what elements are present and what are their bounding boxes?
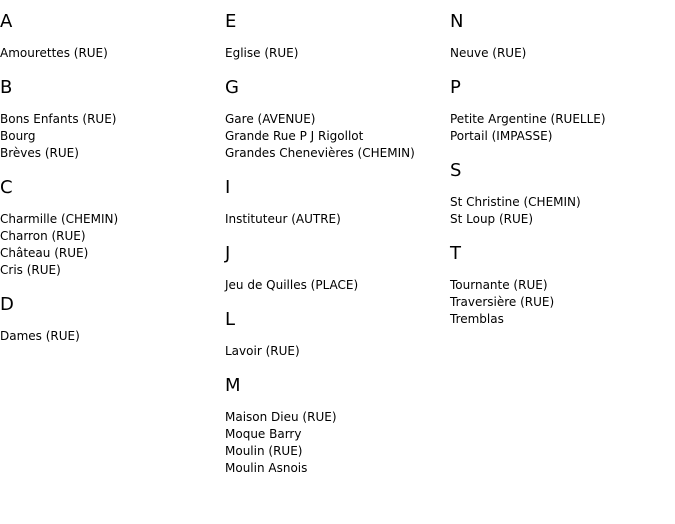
index-column-3 — [450, 12, 675, 344]
street-item: Moque Barry — [225, 427, 302, 441]
street-item: Eglise (RUE) — [225, 46, 299, 60]
letter-heading: B — [0, 77, 13, 98]
street-item: Château (RUE) — [0, 246, 89, 260]
letter-heading: S — [450, 160, 462, 181]
street-list — [225, 45, 450, 62]
street-item: Dames (RUE) — [0, 329, 80, 343]
letter-group-b — [0, 78, 225, 162]
street-list — [0, 45, 225, 62]
street-item: Portail (IMPASSE) — [450, 129, 553, 143]
letter-group-i — [225, 178, 450, 228]
letter-group-a — [0, 12, 225, 62]
street-list — [0, 211, 225, 279]
letter-group-p — [450, 78, 675, 145]
street-item: Tremblas — [450, 312, 504, 326]
street-list — [450, 194, 675, 228]
street-item: Lavoir (RUE) — [225, 344, 300, 358]
street-list — [225, 277, 450, 294]
letter-group-m — [225, 376, 450, 477]
letter-heading: D — [0, 294, 14, 315]
letter-group-c — [0, 178, 225, 279]
letter-heading: G — [225, 77, 239, 98]
street-item: Maison Dieu (RUE) — [225, 410, 337, 424]
street-item: St Christine (CHEMIN) — [450, 195, 581, 209]
street-item: Bons Enfants (RUE) — [0, 112, 117, 126]
street-list — [0, 111, 225, 162]
street-item: Instituteur (AUTRE) — [225, 212, 341, 226]
street-list — [225, 409, 450, 477]
street-item: Grandes Chenevières (CHEMIN) — [225, 146, 415, 160]
letter-group-j — [225, 244, 450, 294]
letter-heading: A — [0, 11, 13, 32]
street-list — [450, 45, 675, 62]
letter-group-g — [225, 78, 450, 162]
street-item: St Loup (RUE) — [450, 212, 534, 226]
street-item: Grande Rue P J Rigollot — [225, 129, 364, 143]
street-item: Neuve (RUE) — [450, 46, 527, 60]
index-column-2 — [225, 12, 450, 493]
street-item: Petite Argentine (RUELLE) — [450, 112, 606, 126]
letter-heading: M — [225, 375, 241, 396]
letter-heading: P — [450, 77, 461, 98]
street-list — [225, 211, 450, 228]
street-item: Moulin (RUE) — [225, 444, 303, 458]
street-list — [225, 111, 450, 162]
street-item: Moulin Asnois — [225, 461, 308, 475]
letter-group-l — [225, 310, 450, 360]
letter-group-t — [450, 244, 675, 328]
letter-group-d — [0, 295, 225, 345]
street-item: Tournante (RUE) — [450, 278, 548, 292]
letter-heading: C — [0, 177, 13, 198]
letter-heading: I — [225, 177, 231, 198]
letter-group-s — [450, 161, 675, 228]
street-list — [225, 343, 450, 360]
street-item: Charmille (CHEMIN) — [0, 212, 119, 226]
letter-heading: L — [225, 309, 236, 330]
letter-heading: T — [450, 243, 461, 264]
letter-heading: J — [225, 243, 231, 264]
street-item: Traversière (RUE) — [450, 295, 555, 309]
street-list — [450, 277, 675, 328]
letter-heading: E — [225, 11, 237, 32]
street-list — [0, 328, 225, 345]
street-item: Brèves (RUE) — [0, 146, 79, 160]
letter-group-e — [225, 12, 450, 62]
letter-group-n — [450, 12, 675, 62]
street-item: Cris (RUE) — [0, 263, 61, 277]
letter-heading: N — [450, 11, 464, 32]
street-list — [450, 111, 675, 145]
street-item: Charron (RUE) — [0, 229, 86, 243]
street-item: Bourg — [0, 129, 36, 143]
street-item: Gare (AVENUE) — [225, 112, 316, 126]
street-item: Jeu de Quilles (PLACE) — [225, 278, 359, 292]
street-item: Amourettes (RUE) — [0, 46, 108, 60]
index-column-1 — [0, 12, 225, 361]
